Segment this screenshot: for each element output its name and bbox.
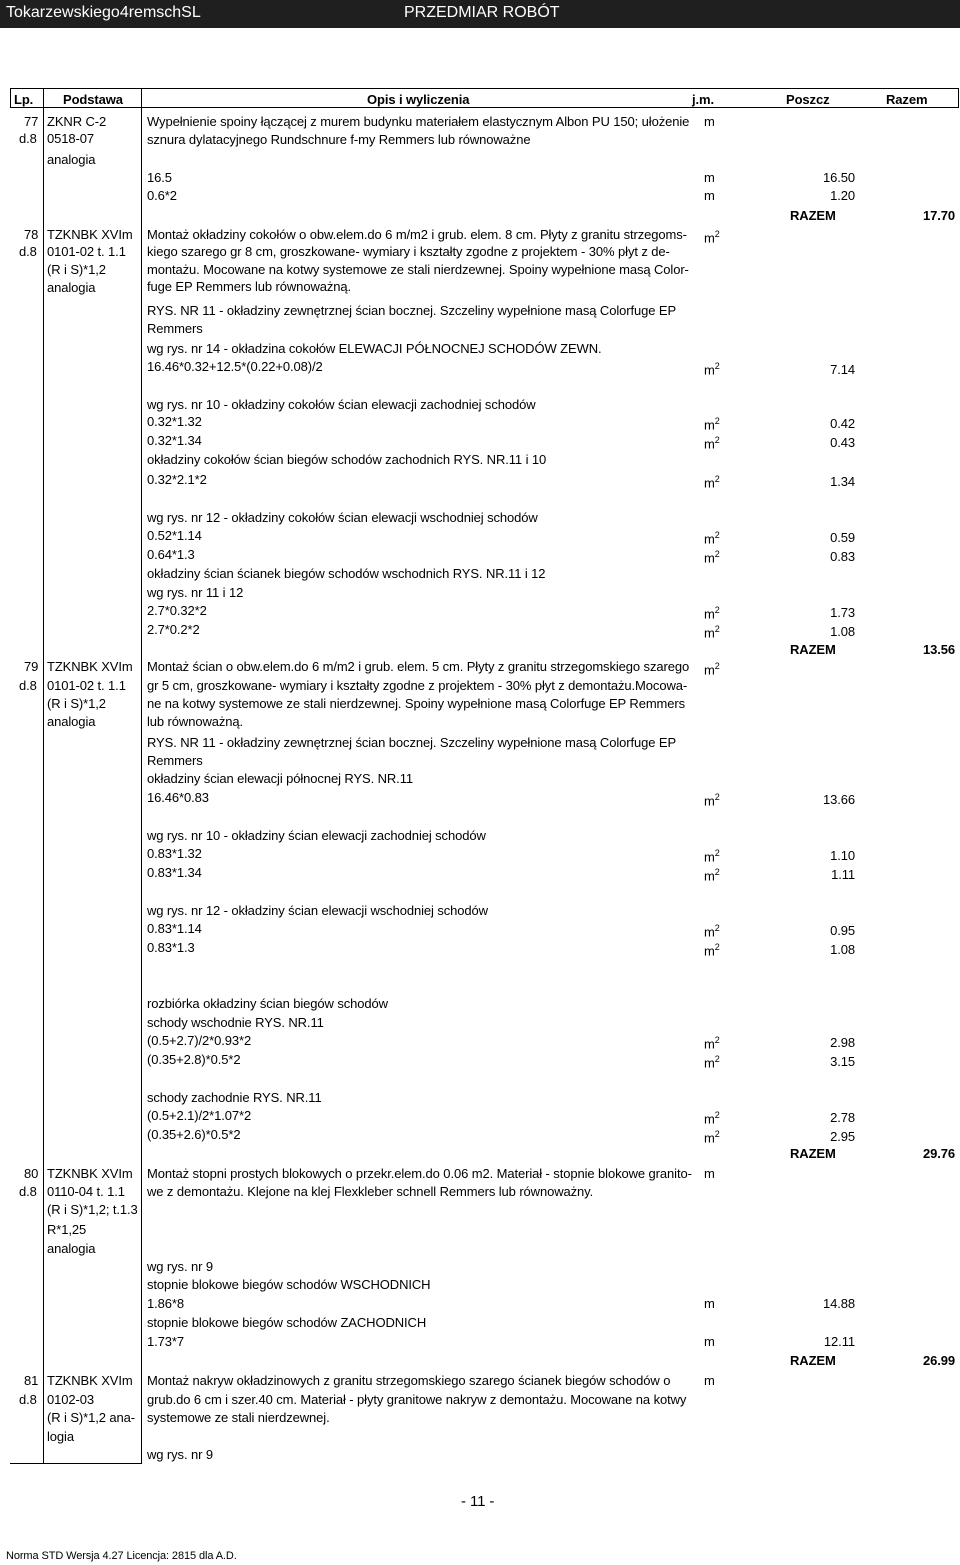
calc-unit: $m^2$ <box>704 923 720 940</box>
col-border <box>141 88 142 1464</box>
calc-formula: 0.52*1.14 <box>147 528 202 543</box>
calc-value: 16.50 <box>822 170 855 185</box>
item-unit: $m^2$ <box>704 661 720 678</box>
item-unit: m <box>704 114 715 129</box>
calc-unit: $m^2$ <box>704 1129 720 1146</box>
calc-formula: 1.86*8 <box>147 1296 184 1311</box>
calc-comment: okładziny ścian ścianek biegów schodów wschodnich RYS. NR.11 i 12 <box>147 566 546 581</box>
calc-unit: $m^2$ <box>704 530 720 547</box>
item-basis: analogia <box>47 714 96 729</box>
item-description: Montaż stopni prostych blokowych o przekr.elem.do 0.06 m2. Materiał - stopnie blokowe granito- <box>147 1166 692 1181</box>
calc-value: 0.59 <box>830 530 855 545</box>
col-border <box>43 88 44 1464</box>
calc-unit: $m^2$ <box>704 474 720 491</box>
license-footer: Norma STD Wersja 4.27 Licencja: 2815 dla A.D. <box>6 1550 237 1562</box>
calc-formula: (0.5+2.7)/2*0.93*2 <box>147 1033 252 1048</box>
item-lp-suffix: d.8 <box>19 131 37 146</box>
item-basis: ZKNR C-2 <box>47 114 107 129</box>
calc-unit: $m^2$ <box>704 792 720 809</box>
calc-formula: 0.32*2.1*2 <box>147 472 207 487</box>
calc-formula: 2.7*0.32*2 <box>147 603 207 618</box>
razem-label: RAZEM <box>790 1146 836 1161</box>
calc-formula: 2.7*0.2*2 <box>147 622 200 637</box>
col-header-opis: Opis i wyliczenia <box>367 92 470 107</box>
razem-value: 17.70 <box>922 208 955 223</box>
item-description: wg rys. nr 14 - okładzina cokołów ELEWACJI PÓŁNOCNEJ SCHODÓW ZEWN. <box>147 341 602 356</box>
calc-formula: 0.83*1.32 <box>147 846 202 861</box>
item-description: we z demontażu. Klejone na klej Flexkleber schnell Remmers lub równoważny. <box>147 1184 594 1199</box>
item-basis: TZKNBK XVIm <box>47 659 133 674</box>
item-basis: analogia <box>47 152 96 167</box>
item-unit: $m^2$ <box>704 229 720 246</box>
item-description: RYS. NR 11 - okładziny zewnętrznej ścian bocznej. Szczeliny wypełnione masą Colorfuge EP <box>147 735 677 750</box>
calc-formula: (0.35+2.8)*0.5*2 <box>147 1052 241 1067</box>
calc-unit: $m^2$ <box>704 435 720 452</box>
col-border <box>958 88 959 108</box>
item-description: RYS. NR 11 - okładziny zewnętrznej ścian bocznej. Szczeliny wypełnione masą Colorfuge EP <box>147 303 677 318</box>
item-description: okładziny ścian elewacji północnej RYS. NR.11 <box>147 771 413 786</box>
calc-value: 0.95 <box>830 923 855 938</box>
calc-unit: $m^2$ <box>704 1035 720 1052</box>
calc-unit: $m^2$ <box>704 416 720 433</box>
item-description: Montaż nakryw okładzinowych z granitu strzegomskiego szarego ścianek biegów schodów o <box>147 1373 671 1388</box>
calc-formula: 16.46*0.83 <box>147 790 209 805</box>
razem-value: 29.76 <box>922 1146 955 1161</box>
razem-label: RAZEM <box>790 208 836 223</box>
calc-unit: $m^2$ <box>704 361 720 378</box>
item-lp-suffix: d.8 <box>19 244 37 259</box>
item-basis: (R i S)*1,2 ana- <box>47 1410 135 1425</box>
calc-formula: 0.83*1.14 <box>147 921 202 936</box>
header-title: PRZEDMIAR ROBÓT <box>404 4 560 21</box>
calc-value: 1.20 <box>830 188 855 203</box>
item-description: kiego szarego gr 8 cm, groszkowane- wymiary i kształty zgodne z projektem - 30% płyt z de- <box>147 244 670 259</box>
calc-formula: 0.6*2 <box>147 188 177 203</box>
item-basis: 0102-03 <box>47 1392 95 1407</box>
calc-comment: wg rys. nr 12 - okładziny cokołów ścian elewacji wschodniej schodów <box>147 510 538 525</box>
calc-value: 1.11 <box>831 867 855 882</box>
item-description: Montaż ścian o obw.elem.do 6 m/m2 i grub. elem. 5 cm. Płyty z granitu strzegomskiego szarego <box>147 659 690 674</box>
item-basis: TZKNBK XVIm <box>47 1166 133 1181</box>
calc-value: 2.95 <box>830 1129 855 1144</box>
calc-unit: m <box>704 170 715 185</box>
item-lp-suffix: d.8 <box>19 1392 37 1407</box>
item-description: systemowe ze stali nierdzewnej. <box>147 1410 330 1425</box>
razem-label: RAZEM <box>790 1353 836 1368</box>
calc-unit: m <box>704 1296 715 1311</box>
item-basis: TZKNBK XVIm <box>47 1373 133 1388</box>
calc-unit: $m^2$ <box>704 848 720 865</box>
item-description: Remmers <box>147 321 203 336</box>
col-header-razem: Razem <box>886 92 928 107</box>
header-file-name: Tokarzewskiego4remschSL <box>6 4 201 21</box>
calc-unit: m <box>704 188 715 203</box>
calc-comment: rozbiórka okładziny ścian biegów schodów <box>147 996 388 1011</box>
calc-formula: 0.83*1.34 <box>147 865 202 880</box>
calc-comment: wg rys. nr 9 <box>147 1259 213 1274</box>
calc-unit: m <box>704 1334 715 1349</box>
item-description: lub równoważną. <box>147 714 244 729</box>
calc-unit: $m^2$ <box>704 942 720 959</box>
calc-comment: schody wschodnie RYS. NR.11 <box>147 1015 324 1030</box>
item-description: sznura dylatacyjnego Rundschnure f-my Remmers lub równoważne <box>147 132 531 147</box>
calc-value: 13.66 <box>822 792 855 807</box>
item-lp-suffix: d.8 <box>19 678 37 693</box>
item-description: Remmers <box>147 753 203 768</box>
item-basis: 0110-04 t. 1.1 <box>47 1184 125 1199</box>
item-basis: analogia <box>47 1241 96 1256</box>
calc-formula: (0.35+2.6)*0.5*2 <box>147 1127 241 1142</box>
item-basis: R*1,25 <box>47 1222 87 1237</box>
page-number: - 11 - <box>461 1493 495 1510</box>
calc-unit: $m^2$ <box>704 624 720 641</box>
calc-formula: 0.32*1.34 <box>147 433 202 448</box>
calc-value: 0.83 <box>830 549 855 564</box>
calc-value: 14.88 <box>822 1296 855 1311</box>
item-basis: 0101-02 t. 1.1 <box>47 678 126 693</box>
item-basis: (R i S)*1,2 <box>47 262 106 277</box>
calc-value: 1.08 <box>830 942 855 957</box>
calc-value: 12.11 <box>823 1334 855 1349</box>
calc-unit: $m^2$ <box>704 605 720 622</box>
calc-unit: $m^2$ <box>704 1110 720 1127</box>
col-header-poszcz: Poszcz <box>786 92 830 107</box>
item-lp: 81 <box>24 1373 39 1388</box>
calc-comment: okładziny cokołów ścian biegów schodów zachodnich RYS. NR.11 i 10 <box>147 452 547 467</box>
item-lp-suffix: d.8 <box>19 1184 37 1199</box>
calc-value: 1.34 <box>830 474 855 489</box>
item-basis: 0101-02 t. 1.1 <box>47 244 126 259</box>
calc-comment: stopnie blokowe biegów schodów ZACHODNICH <box>147 1315 427 1330</box>
calc-unit: $m^2$ <box>704 1054 720 1071</box>
calc-comment: wg rys. nr 12 - okładziny ścian elewacji wschodniej schodów <box>147 903 488 918</box>
item-description: fuge EP Remmers lub równoważną. <box>147 279 352 294</box>
calc-value: 0.43 <box>830 435 855 450</box>
calc-value: 2.78 <box>830 1110 855 1125</box>
item-description: gr 5 cm, groszkowane- wymiary i kształty zgodne z projektem - 30% płyt z demontażu.Mocowa- <box>147 678 688 693</box>
calc-value: 0.42 <box>830 416 855 431</box>
calc-value: 1.08 <box>830 624 855 639</box>
calc-comment: wg rys. nr 10 - okładziny ścian elewacji zachodniej schodów <box>147 828 486 843</box>
calc-unit: $m^2$ <box>704 549 720 566</box>
item-basis: (R i S)*1,2; t.1.3 <box>47 1202 138 1217</box>
col-header-lp: Lp. <box>14 92 34 107</box>
item-basis: TZKNBK XVIm <box>47 227 133 242</box>
item-description: ne na kotwy systemowe ze stali nierdzewnej. Spoiny wypełnione masą Colorfuge EP Remmers <box>147 696 686 711</box>
item-lp: 78 <box>24 227 39 242</box>
calc-formula: 0.32*1.32 <box>147 414 202 429</box>
calc-comment: schody zachodnie RYS. NR.11 <box>147 1090 322 1105</box>
item-basis: 0518-07 <box>47 131 95 146</box>
item-unit: m <box>704 1373 715 1388</box>
calc-value: 2.98 <box>830 1035 855 1050</box>
razem-value: 26.99 <box>922 1353 955 1368</box>
item-basis: (R i S)*1,2 <box>47 696 106 711</box>
calc-comment: wg rys. nr 9 <box>147 1447 213 1462</box>
item-lp: 80 <box>24 1166 39 1181</box>
item-description: Wypełnienie spoiny łączącej z murem budynku materiałem elastycznym Albon PU 150; ułożenie <box>147 114 690 129</box>
item-description: montażu. Mocowane na kotwy systemowe ze stali nierdzewnej. Spoiny wypełnione masą Color- <box>147 262 689 277</box>
item-description: Montaż okładziny cokołów o obw.elem.do 6 m/m2 i grub. elem. 8 cm. Płyty z granitu strzegoms- <box>147 227 687 242</box>
calc-formula: 0.83*1.3 <box>147 940 195 955</box>
razem-value: 13.56 <box>922 642 955 657</box>
calc-formula: (0.5+2.1)/2*1.07*2 <box>147 1108 252 1123</box>
calc-value: 3.15 <box>830 1054 855 1069</box>
calc-value: 1.10 <box>830 848 855 863</box>
calc-formula: 16.5 <box>147 170 172 185</box>
window-header <box>0 0 960 28</box>
calc-formula: 16.46*0.32+12.5*(0.22+0.08)/2 <box>147 359 323 374</box>
col-header-jm: j.m. <box>692 92 714 107</box>
item-unit: m <box>704 1166 715 1181</box>
table-bottom-border <box>10 1463 142 1464</box>
calc-value: 1.73 <box>830 605 855 620</box>
item-basis: logia <box>47 1429 74 1444</box>
calc-unit: $m^2$ <box>704 867 720 884</box>
col-border <box>10 88 11 108</box>
calc-comment: stopnie blokowe biegów schodów WSCHODNICH <box>147 1277 431 1292</box>
item-lp: 79 <box>24 659 39 674</box>
razem-label: RAZEM <box>790 642 836 657</box>
table-top-border <box>10 88 958 89</box>
item-description: grub.do 6 cm i szer.40 cm. Materiał - płyty granitowe nakryw z demontażu. Mocowane na kotwy <box>147 1392 687 1407</box>
calc-formula: 1.73*7 <box>147 1334 184 1349</box>
item-lp: 77 <box>24 114 39 129</box>
item-basis: analogia <box>47 280 96 295</box>
col-header-podstawa: Podstawa <box>63 92 123 107</box>
calc-comment: wg rys. nr 10 - okładziny cokołów ścian elewacji zachodniej schodów <box>147 397 536 412</box>
calc-value: 7.14 <box>830 362 855 377</box>
calc-formula: 0.64*1.3 <box>147 547 195 562</box>
calc-comment: wg rys. nr 11 i 12 <box>147 585 244 600</box>
